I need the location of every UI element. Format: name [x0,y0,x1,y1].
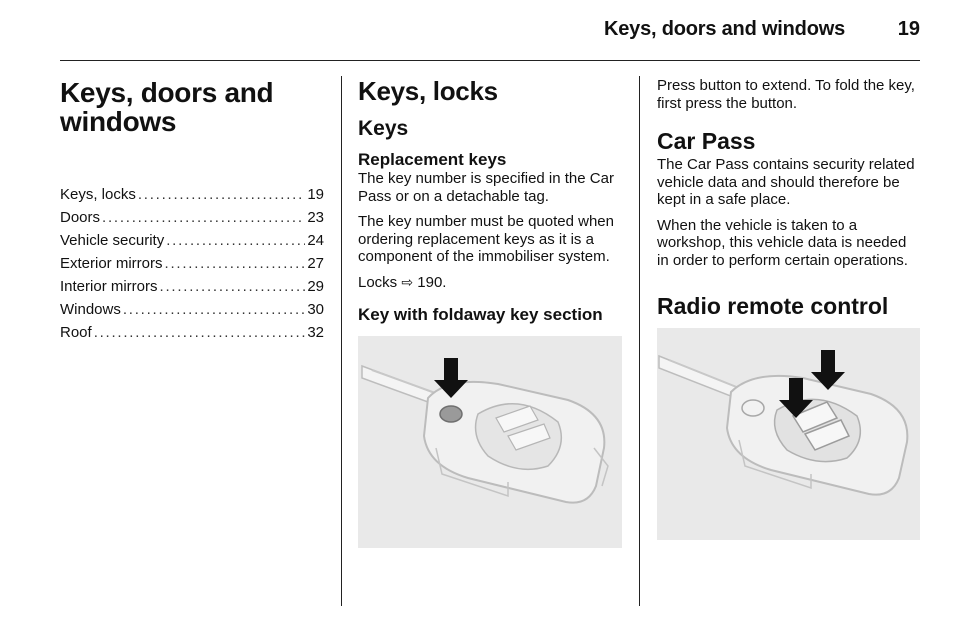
paragraph-car-pass-contains: The Car Pass contains security related vehicle data and should therefore be kept in a safe place. [657,156,915,208]
key-release-button [440,406,462,422]
header-divider [60,60,920,61]
toc-entry-doors[interactable]: Doors . . . 23 [60,206,324,229]
heading-keys: Keys [358,117,409,140]
car-pass-column [657,76,922,540]
toc-leader [138,183,305,206]
toc-entry-roof[interactable]: Roof . . . 32 [60,321,324,344]
column-divider-left [341,76,342,606]
paragraph-workshop: When the vehicle is taken to a workshop, this vehicle data is needed in order to perform certain operations. [657,216,908,269]
radio-remote-illustration [657,328,920,540]
chapter-title-line2: windows [60,106,177,137]
paragraph-extend-key: Press button to extend. To fold the key, first press the button. [657,77,915,112]
heading-foldaway-key: Key with foldaway key section [358,305,603,324]
foldaway-key-illustration [358,336,622,548]
radio-remote-drawing [657,328,920,540]
toc-leader [102,206,305,229]
heading-replacement-keys: Replacement keys [358,150,507,169]
toc-entry-exterior-mirrors[interactable]: Exterior mirrors . . . 27 [60,252,324,275]
toc-leader [160,275,306,298]
page-number: 19 [897,18,920,40]
foldaway-key-drawing [358,336,622,548]
keys-locks-column [358,76,626,548]
chapter-column [60,76,324,344]
paragraph-key-number: The key number is specified in the Car Pass or on a detachable tag. [358,170,614,205]
toc-entry-vehicle-security[interactable]: Vehicle security . . . 24 [60,229,324,252]
toc-leader [165,252,306,275]
heading-radio-remote-control: Radio remote control [657,293,889,319]
arrow-right-outline-icon: ⇨ [401,273,414,290]
toc-leader [166,229,305,252]
chapter-title [60,78,324,136]
toc-entry-interior-mirrors[interactable]: Interior mirrors . . . 29 [60,275,324,298]
toc-leader [123,298,305,321]
table-of-contents [60,183,324,344]
running-header-title: Keys, doors and windows [604,18,845,40]
key-release-button [742,400,764,416]
toc-leader [94,321,306,344]
toc-entry-windows[interactable]: Windows . . . 30 [60,298,324,321]
heading-car-pass: Car Pass [657,128,756,154]
toc-entry-keys-locks[interactable]: Keys, locks . . . 19 [60,183,324,206]
cross-reference-locks[interactable]: Locks ⇨ 190. [358,273,447,291]
chapter-title-line1: Keys, doors and [60,77,274,108]
column-divider-right [639,76,640,606]
section-title-keys-locks: Keys, locks [358,76,498,106]
paragraph-key-quoted: The key number must be quoted when ordering replacement keys as it is a component of the immobiliser system. [358,213,614,265]
